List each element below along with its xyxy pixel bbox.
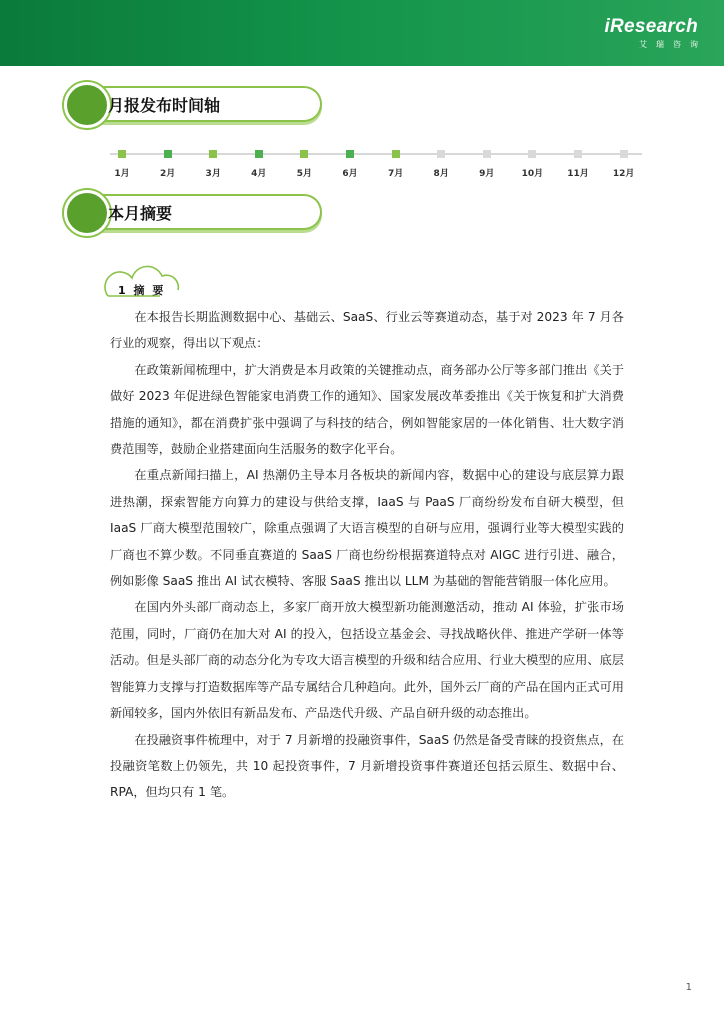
section-title: 本月摘要 bbox=[108, 204, 173, 223]
summary-paragraph: 在本报告长期监测数据中心、基础云、SaaS、行业云等赛道动态，基于对 2023 年 7 月各行业的观察，得出以下观点： bbox=[110, 310, 624, 351]
timeline-month-label: 2月 bbox=[159, 169, 176, 179]
timeline-marker bbox=[392, 150, 400, 158]
timeline-marker bbox=[346, 150, 354, 158]
timeline-marker bbox=[528, 150, 536, 158]
summary-paragraph: 在国内外头部厂商动态上，多家厂商开放大模型新功能测邀活动，推动 AI 体验，扩张市场范围，同时，厂商仍在加大对 AI 的投入，包括设立基金会、寻找战略伙伴、推进产学研一体等活动。但是头部厂商的动态分化为专攻大语言模型的升级和结合应用、行业大模型的应用、底层智能算力支撑与打造数据库等产品专属结合几种趋向。此外，国外云厂商的产品在国内正式可用新闻较多，国内外依旧有新品发布、产品迭代升级、产品自研升级的动态推出。 bbox=[110, 600, 624, 721]
page-number: 1 bbox=[685, 982, 692, 993]
timeline-month-label: 6月 bbox=[342, 169, 358, 179]
section-title: 月报发布时间轴 bbox=[108, 96, 221, 115]
timeline-month-label: 4月 bbox=[251, 169, 267, 179]
timeline-marker bbox=[255, 150, 263, 158]
section-header-summary bbox=[64, 192, 328, 232]
timeline-month-label: 1月 bbox=[114, 169, 130, 179]
summary-body bbox=[110, 304, 624, 806]
timeline-marker bbox=[574, 150, 582, 158]
section-dot-icon bbox=[64, 190, 110, 236]
timeline-marker bbox=[209, 150, 217, 158]
timeline-marker bbox=[300, 150, 308, 158]
timeline-month-label: 3月 bbox=[205, 169, 221, 179]
timeline-month-label: 9月 bbox=[479, 169, 495, 179]
timeline-month-label: 8月 bbox=[433, 169, 449, 179]
section-header-timeline bbox=[64, 84, 328, 124]
summary-paragraph: 在投融资事件梳理中，对于 7 月新增的投融资事件，SaaS 仍然是备受青睐的投资焦点，在投融资笔数上仍领先，共 10 起投资事件，7 月新增投资事件赛道还包括云原生、数据中台、RPA，但均只有 1 笔。 bbox=[110, 732, 624, 800]
logo-subtitle: 艾瑞咨询 bbox=[639, 40, 707, 49]
timeline-marker bbox=[437, 150, 445, 158]
summary-badge-label: 1 摘 要 bbox=[118, 284, 166, 297]
timeline-month-label: 5月 bbox=[296, 169, 313, 179]
logo-brand: iResearch bbox=[604, 16, 698, 37]
header-bar bbox=[0, 0, 724, 66]
timeline-month-label: 12月 bbox=[612, 169, 635, 179]
summary-paragraph: 在政策新闻梳理中，扩大消费是本月政策的关键推动点，商务部办公厅等多部门推出《关于做好 2023 年促进绿色智能家电消费工作的通知》、国家发展改革委推出《关于恢复和扩大消费措施的通知》，都在消费扩张中强调了与科技的结合，例如智能家居的一体化销售、壮大数字消费范围等，鼓励企业搭建面向生活服务的数字化平台。 bbox=[110, 362, 624, 457]
iresearch-logo bbox=[604, 16, 707, 50]
summary-badge bbox=[102, 262, 182, 300]
timeline-marker bbox=[164, 150, 172, 158]
section-dot-icon bbox=[64, 82, 110, 128]
summary-paragraph: 在重点新闻扫描上，AI 热潮仍主导本月各板块的新闻内容，数据中心的建设与底层算力跟进热潮，探索智能方向算力的建设与供给支撑，IaaS 与 PaaS 厂商纷纷发布自研大模型，但 IaaS 厂商大模型范围较广，除重点强调了大语言模型的自研与应用，强调行业等大模型实践的厂商也不算少数。不同垂直赛道的 SaaS 厂商也纷纷根据赛道特点对 AIGC 进行引进、融合，例如影像 SaaS 推出 AI 试衣模特、客服 SaaS 推出以 LLM 为基础的智能营销服一体化应用。 bbox=[110, 468, 624, 589]
release-timeline bbox=[110, 150, 644, 180]
timeline-month-label: 7月 bbox=[387, 169, 404, 179]
timeline-marker bbox=[118, 150, 126, 158]
timeline-month-label: 10月 bbox=[521, 169, 544, 179]
timeline-marker bbox=[483, 150, 491, 158]
timeline-track bbox=[110, 153, 642, 155]
timeline-month-label: 11月 bbox=[567, 169, 589, 179]
timeline-marker bbox=[620, 150, 628, 158]
